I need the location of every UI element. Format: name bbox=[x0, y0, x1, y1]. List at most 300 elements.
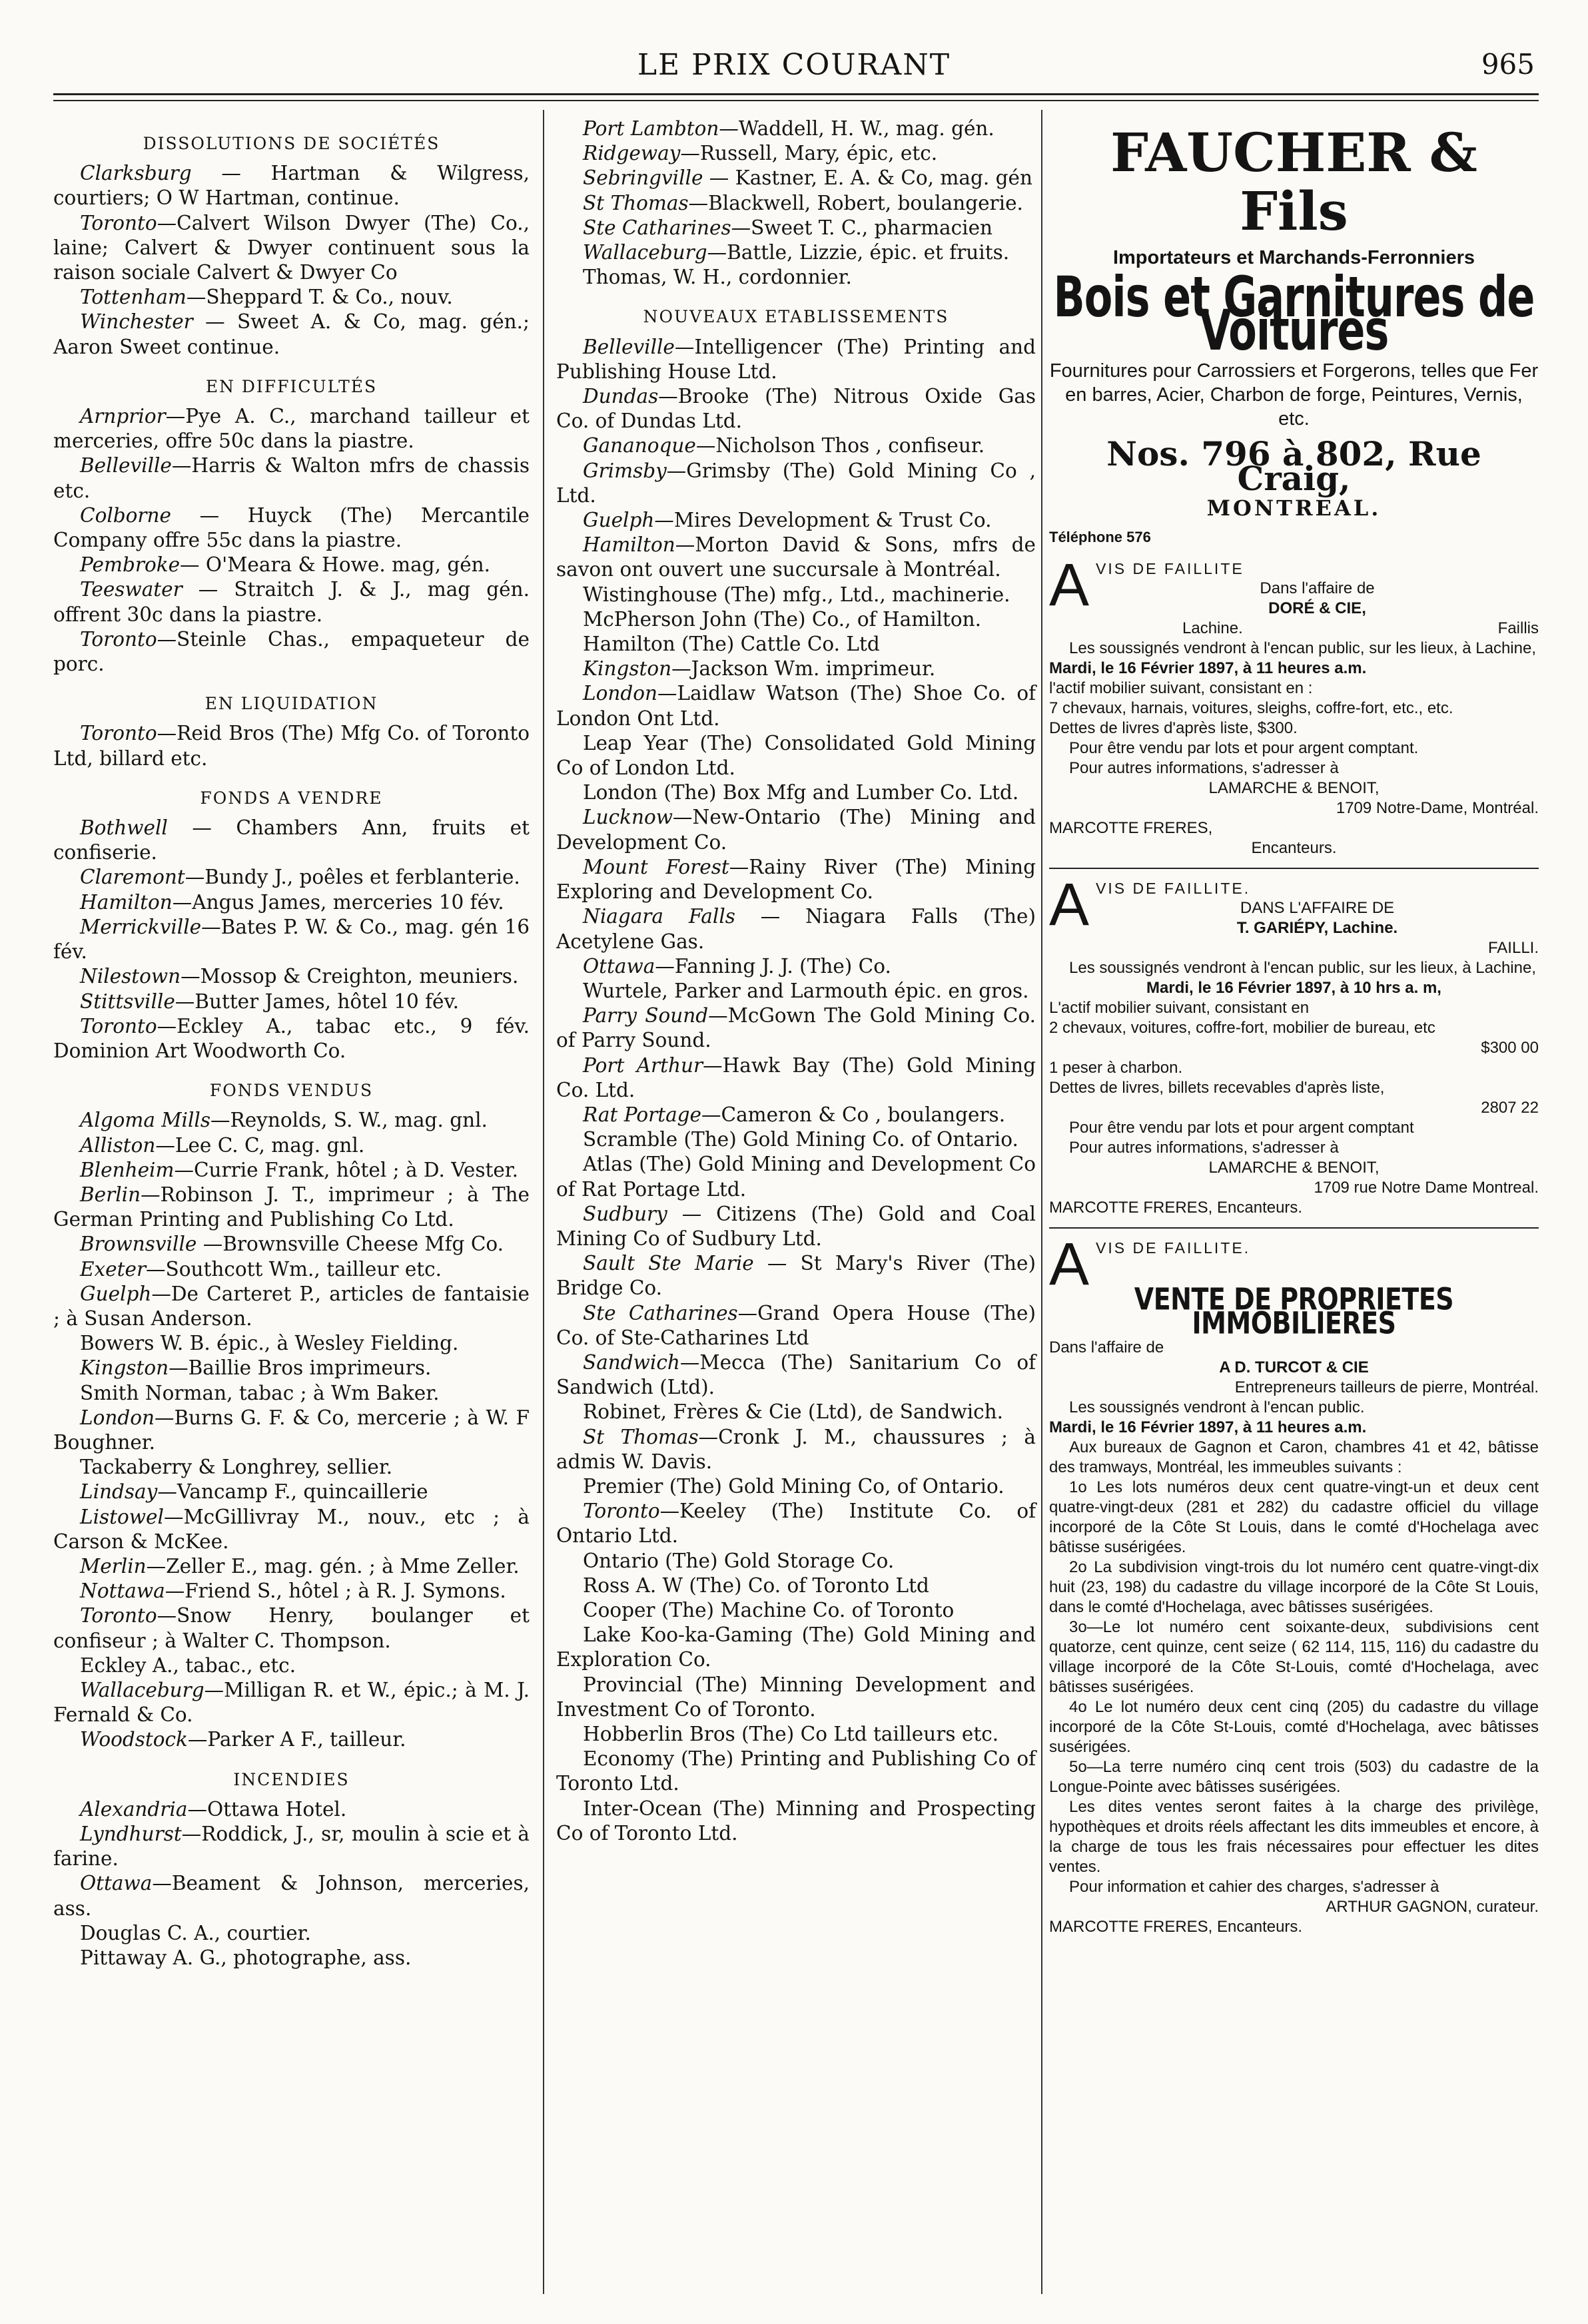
listing-entry bbox=[556, 731, 1036, 780]
listing-entry bbox=[556, 904, 1036, 954]
notice-location-row bbox=[1049, 619, 1539, 639]
listing-text: — Chambers Ann, fruits et confiserie. bbox=[53, 816, 530, 864]
listing-entry bbox=[53, 1232, 530, 1257]
listing-place: Ridgeway bbox=[583, 142, 681, 165]
listing-entry bbox=[53, 1014, 530, 1063]
listing-entry bbox=[53, 404, 530, 453]
listing-place: Toronto bbox=[80, 1014, 157, 1037]
column-right bbox=[1049, 117, 1539, 1937]
listing-text: —Brooke (The) Nitrous Oxide Gas Co. of Dundas Ltd. bbox=[556, 385, 1036, 433]
listing-entry bbox=[53, 964, 530, 989]
notice-debtor-desc: Entrepreneurs tailleurs de pierre, Montréal. bbox=[1234, 1378, 1539, 1397]
listing-text: —Harris & Walton mfrs de chassis etc. bbox=[53, 454, 530, 502]
listing-text: —Mires Development & Trust Co. bbox=[654, 509, 992, 532]
listing-place: Alexandria bbox=[80, 1797, 188, 1821]
listing-place: Toronto bbox=[80, 722, 157, 745]
listing-text: —Sheppard T. & Co., nouv. bbox=[186, 286, 453, 309]
listing-entry bbox=[556, 1797, 1036, 1846]
listing-place: Parry Sound bbox=[583, 1004, 709, 1027]
listing-text: — Sweet A. & Co, mag. gén.; Aaron Sweet continue. bbox=[53, 310, 530, 358]
listing-entry bbox=[556, 1053, 1036, 1103]
listing-place: Algoma Mills bbox=[80, 1109, 210, 1132]
notice-debtor: DORÉ & CIE, bbox=[1268, 599, 1366, 618]
listing-entry bbox=[556, 117, 1036, 141]
notice-text: 5o—La terre numéro cinq cent trois (503) du cadastre de la Longue-Pointe avec bâtisses susérigées. bbox=[1049, 1758, 1539, 1797]
listing-text: —De Carteret P., articles de fantaisie ; à Susan Anderson. bbox=[53, 1282, 530, 1330]
listing-text: Wurtele, Parker and Larmouth épic. en gros. bbox=[583, 979, 1029, 1002]
notice-debtor: A D. TURCOT & CIE bbox=[1219, 1358, 1369, 1377]
section-heading: EN DIFFICULTÉS bbox=[205, 376, 378, 396]
listing-text: Economy (The) Printing and Publishing Co of Toronto Ltd. bbox=[556, 1747, 1036, 1795]
notice-debtor: T. GARIÉPY, Lachine. bbox=[1236, 919, 1398, 938]
listing-entry bbox=[53, 816, 530, 865]
listing-text: —Ottawa Hotel. bbox=[187, 1797, 347, 1821]
listing-entry bbox=[556, 1425, 1036, 1474]
listing-text: —Vancamp F., quincaillerie bbox=[157, 1480, 428, 1504]
listing-place: Lucknow bbox=[583, 806, 673, 829]
listing-entry bbox=[53, 1257, 530, 1282]
listing-text: —Parker A F., tailleur. bbox=[187, 1728, 406, 1751]
listing-entry bbox=[53, 627, 530, 677]
listing-text: Inter-Ocean (The) Minning and Prospecting Co of Toronto Ltd. bbox=[556, 1797, 1036, 1845]
listing-text: Pittaway A. G., photographe, ass. bbox=[80, 1946, 412, 1970]
listing-entry bbox=[53, 161, 530, 210]
listing-entry bbox=[556, 1574, 1036, 1598]
listing-entry bbox=[53, 990, 530, 1014]
notice-line: Dans l'affaire de bbox=[1049, 1338, 1164, 1357]
listing-text: Wistinghouse (The) mfg., Ltd., machinerie. bbox=[583, 583, 1010, 606]
listing-entry bbox=[53, 890, 530, 915]
listing-text: —Friend S., hôtel ; à R. J. Symons. bbox=[165, 1580, 506, 1603]
notice-signature: Encanteurs. bbox=[1251, 839, 1337, 858]
listing-place: Bothwell bbox=[80, 816, 168, 840]
notice-text: Pour autres informations, s'adresser à bbox=[1069, 759, 1339, 778]
drop-cap: A bbox=[1049, 552, 1090, 619]
notice-date: Mardi, le 16 Février 1897, à 11 heures a.m. bbox=[1049, 659, 1367, 678]
listing-place: Exeter bbox=[80, 1257, 147, 1281]
listing-place: Brownsville bbox=[80, 1233, 197, 1256]
listing-text: Bowers W. B. épic., à Wesley Fielding. bbox=[80, 1332, 459, 1355]
listing-text: —Baillie Bros imprimeurs. bbox=[169, 1356, 432, 1380]
notice-text: 1o Les lots numéros deux cent quatre-vingt-un et deux cent quatre-vingt-deux (281 et 282) du cadastre officiel du village incorporé de la Côte St Louis, dans le comté d'Hochelaga avec bâtisse susérigées. bbox=[1049, 1478, 1539, 1557]
ad-telephone: Téléphone 576 bbox=[1049, 529, 1151, 546]
listing-entry bbox=[53, 1356, 530, 1380]
listing-entry bbox=[556, 240, 1036, 265]
listing-text: —Calvert Wilson Dwyer (The) Co., laine; Calvert & Dwyer continuent sous la raison sociale Calvert & Dwyer Co bbox=[53, 211, 530, 284]
listing-entry bbox=[556, 979, 1036, 1004]
listing-entry bbox=[556, 1474, 1036, 1499]
listing-entry bbox=[53, 577, 530, 627]
listing-text: —Laidlaw Watson (The) Shoe Co. of London Ont Ltd. bbox=[556, 682, 1036, 730]
listing-text: — O'Meara & Howe. mag, gén. bbox=[180, 553, 491, 577]
listing-text: —Sweet T. C., pharmacien bbox=[731, 216, 993, 239]
listing-place: Teeswater bbox=[80, 578, 183, 601]
page-header bbox=[0, 40, 1588, 87]
listing-entry bbox=[53, 1455, 530, 1480]
notice-divider bbox=[1049, 1227, 1539, 1229]
listing-entry bbox=[53, 1480, 530, 1504]
listing-entry bbox=[53, 915, 530, 964]
section-heading: FONDS VENDUS bbox=[209, 1081, 374, 1101]
drop-cap: A bbox=[1049, 1231, 1090, 1299]
listing-entry bbox=[556, 508, 1036, 533]
listing-text: —Pye A. C., marchand tailleur et merceries, offre 50c dans la piastre. bbox=[53, 405, 530, 453]
listing-entry bbox=[556, 855, 1036, 904]
listing-entry bbox=[556, 1722, 1036, 1747]
listing-text: —Butter James, hôtel 10 fév. bbox=[175, 990, 460, 1013]
listing-entry bbox=[53, 1921, 530, 1946]
listing-text: Provincial (The) Minning Development and Investment Co of Toronto. bbox=[556, 1673, 1036, 1721]
listing-text: —Hawk Bay (The) Gold Mining Co. Ltd. bbox=[556, 1053, 1036, 1101]
listing-text: —Bundy J., poêles et ferblanterie. bbox=[185, 866, 520, 889]
listing-place: Guelph bbox=[80, 1282, 152, 1305]
listing-text: —Eckley A., tabac etc., 9 fév. Dominion Art Woodworth Co. bbox=[53, 1014, 530, 1062]
listing-text: Smith Norman, tabac ; à Wm Baker. bbox=[80, 1381, 440, 1404]
notice-signature: LAMARCHE & BENOIT, bbox=[1208, 1159, 1380, 1177]
listing-place: St Thomas bbox=[583, 1425, 699, 1448]
listing-text: —Rainy River (The) Mining Exploring and Development Co. bbox=[556, 855, 1036, 904]
listing-entry bbox=[556, 632, 1036, 657]
notice-text: 2 chevaux, voitures, coffre-fort, mobilier de bureau, etc bbox=[1049, 1019, 1435, 1037]
listing-place: Toronto bbox=[583, 1500, 660, 1523]
listing-text: —Battle, Lizzie, épic. et fruits. bbox=[707, 241, 1010, 264]
listing-place: Belleville bbox=[80, 454, 172, 477]
listing-entry bbox=[556, 1301, 1036, 1350]
listing-place: Mount Forest bbox=[583, 855, 729, 878]
notice-text: Pour être vendu par lots et pour argent comptant. bbox=[1069, 739, 1419, 758]
notice-signature: 1709 rue Notre Dame Montreal. bbox=[1314, 1179, 1539, 1197]
notice-text: Aux bureaux de Gagnon et Caron, chambres 41 et 42, bâtisse des tramways, Montréal, les immeubles suivants : bbox=[1049, 1438, 1539, 1477]
listing-place: Merlin bbox=[80, 1554, 147, 1578]
listing-place: Arnprior bbox=[80, 405, 166, 428]
listing-entry bbox=[53, 211, 530, 286]
notice-text: 4o Le lot numéro deux cent cinq (205) du cadastre du village incorporé de la Côte St-Louis, comté d'Hochelaga, avec bâtisses susérigées. bbox=[1049, 1698, 1539, 1757]
listing-entry bbox=[556, 1623, 1036, 1672]
listing-entry bbox=[53, 1158, 530, 1183]
listing-entry bbox=[556, 434, 1036, 458]
ad-description: Fournitures pour Carrossiers et Forgerons, telles que Fer en barres, Acier, Charbon de forge, Peintures, Vernis, etc. bbox=[1049, 360, 1539, 430]
listing-text: —Cronk J. M., chaussures ; à admis W. Davis. bbox=[556, 1425, 1036, 1473]
listing-place: Stittsville bbox=[80, 990, 175, 1013]
notice-signature: MARCOTTE FRERES, Encanteurs. bbox=[1049, 1199, 1303, 1217]
listing-text: —Beament & Johnson, merceries, ass. bbox=[53, 1872, 530, 1920]
listing-place: Sandwich bbox=[583, 1350, 680, 1374]
listing-entry bbox=[556, 583, 1036, 607]
notice-date: Mardi, le 16 Février 1897, à 11 heures a.m. bbox=[1049, 1418, 1367, 1437]
listing-place: Ste Catharines bbox=[583, 1301, 738, 1324]
listing-place: Hamilton bbox=[583, 533, 675, 557]
column-left bbox=[53, 117, 530, 1970]
listing-text: — St Mary's River (The) Bridge Co. bbox=[556, 1252, 1036, 1300]
notice-text: Pour être vendu par lots et pour argent comptant bbox=[1069, 1119, 1414, 1137]
listing-place: Kingston bbox=[80, 1356, 169, 1380]
listing-text: Eckley A., tabac., etc. bbox=[80, 1653, 296, 1677]
column-middle bbox=[556, 117, 1036, 1846]
column-separator bbox=[1041, 110, 1042, 2294]
listing-place: Hamilton bbox=[80, 890, 173, 914]
listing-text: —McGown The Gold Mining Co. of Parry Sound. bbox=[556, 1004, 1036, 1052]
listing-text: —Grimsby (The) Gold Mining Co , Ltd. bbox=[556, 459, 1036, 507]
listing-entry bbox=[556, 191, 1036, 216]
section-heading: DISSOLUTIONS DE SOCIÉTÉS bbox=[143, 134, 440, 153]
notice-amount: $300 00 bbox=[1481, 1039, 1539, 1057]
listing-entry bbox=[53, 1183, 530, 1232]
notice-text: 2o La subdivision vingt-trois du lot numéro cent quatre-vingt-dix huit (23, 198) du cadastre du village incorporé de la Côte St Louis, dans le comté d'Hochelaga, avec bâtisses susérigées. bbox=[1049, 1558, 1539, 1617]
ad-company-name: FAUCHER & Fils bbox=[1110, 121, 1477, 242]
faucher-advertisement bbox=[1049, 123, 1539, 549]
notice-text: 1 peser à charbon. bbox=[1049, 1059, 1183, 1077]
notice-text: Les soussignés vendront à l'encan public, sur les lieux, à Lachine, bbox=[1069, 959, 1537, 978]
listing-text: —Steinle Chas., empaqueteur de porc. bbox=[53, 627, 530, 676]
listing-place: Nottawa bbox=[80, 1580, 165, 1603]
listing-text: Leap Year (The) Consolidated Gold Mining Co of London Ltd. bbox=[556, 731, 1036, 780]
notice-divider bbox=[1049, 868, 1539, 869]
listing-text: —Fanning J. J. (The) Co. bbox=[655, 954, 891, 978]
listing-entry bbox=[53, 1678, 530, 1727]
listing-place: Claremont bbox=[80, 866, 185, 889]
notice-location: Lachine. bbox=[1182, 619, 1243, 638]
listing-entry bbox=[53, 1579, 530, 1603]
listing-place: Sebringville bbox=[583, 166, 703, 190]
listing-entry bbox=[556, 1127, 1036, 1152]
listing-text: —Mossop & Creighton, meuniers. bbox=[181, 965, 519, 988]
listing-entry bbox=[556, 657, 1036, 681]
listing-entry bbox=[556, 954, 1036, 979]
listing-text: —Angus James, merceries 10 fév. bbox=[172, 890, 504, 914]
listing-entry bbox=[53, 1727, 530, 1752]
notice-text: 3o—Le lot numéro cent soixante-deux, subdivisions cent quatorze, cent quinze, cent seize ( 62 114, 115, 116) du cadastre du village incorporé de la Côte St-Louis, comté d'Hochelaga, avec bâtisses susérigées. bbox=[1049, 1618, 1539, 1697]
listing-text: —New-Ontario (The) Mining and Development Co. bbox=[556, 806, 1036, 854]
listing-text: —Robinson J. T., imprimeur ; à The German Printing and Publishing Co Ltd. bbox=[53, 1183, 530, 1231]
notice-amount: 2807 22 bbox=[1481, 1099, 1539, 1117]
listing-text: —Intelligencer (The) Printing and Publishing House Ltd. bbox=[556, 335, 1036, 383]
listing-place: Merrickville bbox=[80, 915, 202, 938]
listing-text: — Kastner, E. A. & Co, mag. gén bbox=[703, 166, 1032, 190]
section-heading: INCENDIES bbox=[233, 1769, 350, 1789]
listing-text: —Snow Henry, boulanger et confiseur ; à Walter C. Thompson. bbox=[53, 1604, 530, 1652]
listing-place: Pembroke bbox=[80, 553, 181, 577]
notice-text: l'actif mobilier suivant, consistant en : bbox=[1049, 679, 1313, 698]
listing-place: St Thomas bbox=[583, 191, 689, 214]
listing-place: Ottawa bbox=[80, 1872, 153, 1895]
listing-place: Wallaceburg bbox=[583, 241, 707, 264]
listing-text: — Citizens (The) Gold and Coal Mining Co of Sudbury Ltd. bbox=[556, 1202, 1036, 1250]
listing-entry bbox=[53, 1603, 530, 1653]
listing-text: Premier (The) Gold Mining Co, of Ontario. bbox=[583, 1474, 1004, 1498]
page-number: 965 bbox=[1481, 48, 1535, 81]
listing-text: Hamilton (The) Cattle Co. Ltd bbox=[583, 633, 880, 656]
listing-place: Lyndhurst bbox=[80, 1823, 182, 1845]
header-rule-thin bbox=[53, 100, 1539, 101]
listing-place: Niagara Falls bbox=[583, 905, 735, 928]
notice-title: VENTE DE PROPRIETES IMMOBILIERES bbox=[1134, 1282, 1454, 1341]
listing-text: —Lee C. C, mag. gnl. bbox=[155, 1133, 365, 1157]
listing-text: —Mecca (The) Sanitarium Co of Sandwich (Ltd). bbox=[556, 1350, 1036, 1399]
listing-entry bbox=[556, 681, 1036, 730]
listing-text: —Milligan R. et W., épic.; à M. J. Fernald & Co. bbox=[53, 1678, 530, 1727]
listing-entry bbox=[556, 1673, 1036, 1722]
listing-entry bbox=[53, 1331, 530, 1356]
listing-entry bbox=[53, 453, 530, 503]
listing-entry bbox=[53, 721, 530, 770]
listing-entry bbox=[556, 1400, 1036, 1424]
listing-text: —Southcott Wm., tailleur etc. bbox=[146, 1257, 442, 1281]
listing-entry bbox=[556, 1202, 1036, 1251]
listing-place: Ottawa bbox=[583, 954, 655, 978]
listing-entry bbox=[53, 1554, 530, 1579]
listing-entry bbox=[53, 1381, 530, 1406]
ad-subtitle: Importateurs et Marchands-Ferronniers bbox=[1112, 247, 1475, 268]
listing-place: Listowel bbox=[80, 1505, 164, 1528]
listing-place: Kingston bbox=[583, 657, 672, 681]
notice-gariepy bbox=[1049, 872, 1539, 1218]
listing-place: Clarksburg bbox=[80, 162, 192, 185]
listing-text: — Huyck (The) Mercantile Company offre 55c dans la piastre. bbox=[53, 503, 530, 552]
listing-text: McPherson John (The) Co., of Hamilton. bbox=[583, 607, 982, 631]
listing-text: —Jackson Wm. imprimeur. bbox=[671, 657, 936, 681]
listing-place: London bbox=[80, 1406, 155, 1429]
notice-signature: 1709 Notre-Dame, Montréal. bbox=[1336, 799, 1539, 818]
listing-place: Gananoque bbox=[583, 434, 696, 457]
listing-entry bbox=[556, 1747, 1036, 1796]
page-title: LE PRIX COURANT bbox=[637, 48, 951, 82]
listing-place: Sudbury bbox=[583, 1202, 667, 1225]
section-heading: FONDS A VENDRE bbox=[200, 788, 383, 808]
listing-text: Thomas, W. H., cordonnier. bbox=[583, 266, 852, 289]
notice-text: Pour information et cahier des charges, s'adresser à bbox=[1069, 1878, 1439, 1896]
listing-place: Blenheim bbox=[80, 1158, 175, 1181]
listing-entry bbox=[53, 553, 530, 577]
listing-place: Winchester bbox=[80, 310, 193, 334]
listing-entry bbox=[53, 865, 530, 890]
listing-place: Dundas bbox=[583, 385, 659, 408]
listing-text: Tackaberry & Longhrey, sellier. bbox=[80, 1456, 393, 1479]
listing-entry bbox=[556, 1598, 1036, 1623]
listing-text: —McGillivray M., nouv., etc ; à Carson & McKee. bbox=[53, 1505, 530, 1553]
listing-text: —Cameron & Co , boulangers. bbox=[701, 1103, 1006, 1126]
listing-entry bbox=[53, 1797, 530, 1822]
listing-text: —Currie Frank, hôtel ; à D. Vester. bbox=[174, 1158, 519, 1181]
listing-text: —Burns G. F. & Co, mercerie ; à W. F Boughner. bbox=[53, 1406, 530, 1454]
listing-entry bbox=[53, 1505, 530, 1554]
listing-place: Grimsby bbox=[583, 459, 667, 482]
listing-text: Douglas C. A., courtier. bbox=[80, 1921, 311, 1944]
listing-place: Wallaceburg bbox=[80, 1678, 204, 1701]
notice-text: Les soussignés vendront à l'encan public, sur les lieux, à Lachine, bbox=[1069, 639, 1537, 658]
listing-place: Toronto bbox=[80, 1604, 157, 1627]
listing-entry bbox=[556, 1499, 1036, 1548]
notice-text: Pour autres informations, s'adresser à bbox=[1069, 1139, 1339, 1157]
listing-text: Robinet, Frères & Cie (Ltd), de Sandwich. bbox=[583, 1400, 1004, 1424]
ad-address: Nos. 796 à 802, Rue Craig, bbox=[1106, 434, 1481, 498]
notice-status: Faillis bbox=[1497, 619, 1539, 638]
listing-text: —Reynolds, S. W., mag. gnl. bbox=[210, 1109, 488, 1132]
section-heading: NOUVEAUX ETABLISSEMENTS bbox=[643, 307, 949, 327]
notice-signature: MARCOTTE FRERES, bbox=[1049, 819, 1213, 838]
listing-place: London bbox=[583, 682, 657, 705]
ad-headline: Bois et Garnitures de Voitures bbox=[1053, 264, 1535, 364]
listing-text: —Grand Opera House (The) Co. of Ste-Catharines Ltd bbox=[556, 1301, 1036, 1349]
listing-place: Colborne bbox=[80, 503, 171, 527]
notice-text: Les soussignés vendront à l'encan public. bbox=[1069, 1398, 1365, 1417]
notice-text: Dettes de livres, billets recevables d'après liste, bbox=[1049, 1079, 1385, 1097]
listing-entry bbox=[556, 1251, 1036, 1301]
listing-text: —Nicholson Thos , confiseur. bbox=[695, 434, 985, 457]
listing-entry bbox=[556, 335, 1036, 384]
listing-entry bbox=[53, 1822, 530, 1871]
notice-line: DANS L'AFFAIRE DE bbox=[1240, 899, 1395, 918]
listing-entry bbox=[53, 1871, 530, 1920]
listing-entry bbox=[556, 166, 1036, 190]
listing-text: —Bates P. W. & Co., mag. gén 16 fév. bbox=[53, 915, 530, 964]
listing-entry bbox=[53, 1406, 530, 1455]
listing-text: —Morton David & Sons, mfrs de savon ont ouvert une succursale à Montréal. bbox=[556, 533, 1036, 581]
listing-place: Belleville bbox=[583, 335, 675, 358]
notice-signature: MARCOTTE FRERES, Encanteurs. bbox=[1049, 1918, 1303, 1936]
notice-turcot bbox=[1049, 1231, 1539, 1937]
listing-place: Ste Catharines bbox=[583, 216, 731, 239]
listing-text: — Niagara Falls (The) Acetylene Gas. bbox=[556, 905, 1036, 953]
notice-heading: VIS DE FAILLITE bbox=[1096, 560, 1244, 578]
listing-place: Alliston bbox=[80, 1133, 156, 1157]
notice-heading: VIS DE FAILLITE. bbox=[1096, 1239, 1251, 1257]
listing-place: Woodstock bbox=[80, 1728, 188, 1751]
section-heading: EN LIQUIDATION bbox=[204, 694, 378, 714]
listing-entry bbox=[556, 1350, 1036, 1400]
notice-line: Dans l'affaire de bbox=[1260, 579, 1375, 598]
listing-place: Sault Ste Marie bbox=[583, 1252, 754, 1275]
listing-entry bbox=[556, 607, 1036, 632]
notice-text: L'actif mobilier suivant, consistant en bbox=[1049, 999, 1310, 1017]
listing-entry bbox=[556, 1004, 1036, 1053]
listing-entry bbox=[53, 503, 530, 553]
listing-text: Ross A. W (The) Co. of Toronto Ltd bbox=[583, 1574, 929, 1597]
notice-signature: LAMARCHE & BENOIT, bbox=[1208, 779, 1380, 798]
listing-entry bbox=[53, 310, 530, 359]
listing-text: —Waddell, H. W., mag. gén. bbox=[719, 117, 994, 140]
listing-entry bbox=[53, 1653, 530, 1678]
notice-status: FAILLI. bbox=[1487, 939, 1539, 958]
listing-entry bbox=[556, 1152, 1036, 1201]
notice-signature: ARTHUR GAGNON, curateur. bbox=[1326, 1898, 1539, 1916]
listing-entry bbox=[556, 533, 1036, 582]
header-rule bbox=[53, 93, 1539, 95]
listing-place: Port Arthur bbox=[583, 1053, 703, 1077]
listing-entry bbox=[53, 1108, 530, 1133]
listing-text: Hobberlin Bros (The) Co Ltd tailleurs etc. bbox=[583, 1723, 999, 1745]
listing-entry bbox=[556, 384, 1036, 434]
notice-text: 7 chevaux, harnais, voitures, sleighs, coffre-fort, etc., etc. bbox=[1049, 699, 1453, 718]
listing-entry bbox=[556, 1103, 1036, 1127]
listing-text: Atlas (The) Gold Mining and Development Co of Rat Portage Ltd. bbox=[556, 1153, 1036, 1201]
listing-entry bbox=[556, 459, 1036, 508]
listing-entry bbox=[53, 285, 530, 310]
listing-text: —Russell, Mary, épic, etc. bbox=[680, 142, 938, 165]
listing-text: Ontario (The) Gold Storage Co. bbox=[583, 1549, 895, 1572]
listing-place: Lindsay bbox=[80, 1480, 158, 1504]
listing-entry bbox=[556, 141, 1036, 166]
listing-place: Guelph bbox=[583, 509, 655, 532]
ad-city: MONTREAL. bbox=[1206, 495, 1382, 521]
drop-cap: A bbox=[1049, 872, 1090, 939]
listing-entry bbox=[556, 1549, 1036, 1574]
listing-text: — Straitch J. & J., mag gén. offrent 30c dans la piastre. bbox=[53, 578, 530, 626]
listing-text: London (The) Box Mfg and Lumber Co. Ltd. bbox=[583, 781, 1019, 804]
notice-date: Mardi, le 16 Février 1897, à 10 hrs a. m, bbox=[1146, 979, 1441, 998]
notice-text: Les dites ventes seront faites à la charge des privilège, hypothèques et droits réels affectant les dits immeubles et encore, à la charge de tous les frais nécessaires pour effectuer les dites ventes. bbox=[1049, 1798, 1539, 1877]
listing-place: Port Lambton bbox=[583, 117, 719, 140]
listing-entry bbox=[556, 780, 1036, 805]
